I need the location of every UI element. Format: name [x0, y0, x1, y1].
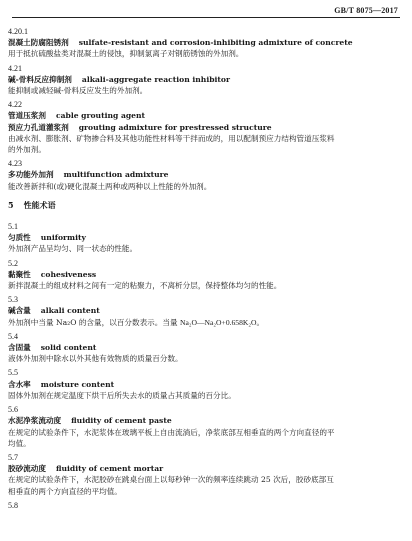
term-entry [8, 294, 402, 328]
term-line [8, 74, 402, 85]
clause-number: 5.6 [8, 405, 18, 415]
term-entry [8, 500, 402, 511]
term-line [8, 305, 402, 316]
clause-number: 4.23 [8, 159, 22, 169]
document-body [8, 26, 402, 514]
term-en: grouting admixture for prestressed structure [78, 122, 272, 132]
term-line [8, 342, 402, 353]
term-zh: 黏聚性 [8, 269, 31, 279]
definition: 外加剂产品呈均匀、同一状态的性能。 [8, 244, 138, 254]
term-en: alkali content [40, 306, 100, 316]
term-en: moisture content [40, 379, 115, 389]
term-zh: 水泥净浆流动度 [8, 416, 62, 426]
term-entry [8, 63, 402, 97]
clause-number: 4.21 [8, 63, 22, 73]
clause-number: 5.7 [8, 452, 18, 462]
term-zh: 管道压浆剂 [8, 111, 46, 121]
term-zh: 多功能外加剂 [8, 170, 54, 180]
definition-text: 外加剂中当量 Na₂O 的含量，以百分数表示。当量 [8, 317, 180, 327]
term-line [8, 110, 402, 121]
term-en: multifunction admixture [63, 170, 169, 180]
definition: 固体外加剂在规定温度下烘干后所失去水的质量占其质量的百分比。 [8, 390, 236, 400]
term-line [8, 269, 402, 280]
definition: 新拌混凝土的组成材料之间有一定的粘聚力，不离析分层，保持整体均匀的性能。 [8, 281, 282, 291]
term-line [8, 37, 402, 48]
term-entry [8, 221, 402, 255]
alkali-formula: Na₂O—Na₂O+0.658K₂O。 [179, 317, 265, 327]
term-en: sulfate-resistant and corrosion-inhibiting admixture of concrete [78, 38, 353, 48]
term-zh: 匀质性 [8, 233, 31, 243]
clause-number: 5.4 [8, 331, 18, 341]
definition: 的外加剂。 [8, 145, 46, 155]
term-line [8, 415, 402, 426]
section-title: 性能术语 [23, 199, 56, 210]
clause-number: 5.1 [8, 222, 18, 232]
term-zh: 混凝土防腐阻锈剂 [8, 38, 69, 48]
term-entry [8, 452, 402, 497]
term-zh: 含水率 [8, 379, 31, 389]
section-number: 5 [8, 199, 14, 210]
term-en: fluidity of cement paste [71, 416, 172, 426]
term-line [8, 463, 402, 474]
term-entry [8, 367, 402, 401]
clause-number: 4.22 [8, 100, 22, 110]
term-entry [8, 258, 402, 292]
term-en: cohesiveness [40, 269, 97, 279]
definition: 在规定的试验条件下，水泥浆体在玻璃平板上自由流淌后，净浆底部互相垂直的两个方向直径的平 [8, 427, 335, 437]
term-entry [8, 404, 402, 449]
definition: 液体外加剂中除水以外其他有效物质的质量百分数。 [8, 354, 183, 364]
clause-number: 5.3 [8, 295, 18, 305]
term-entry [8, 331, 402, 365]
clause-number: 5.2 [8, 258, 18, 268]
definition: 能抑制或减轻碱-骨料反应发生的外加剂。 [8, 86, 148, 96]
term-zh: 碱-骨料反应抑制剂 [8, 74, 72, 84]
standard-code: GB/T 8075—2017 [334, 6, 398, 15]
definition [8, 317, 402, 328]
clause-number: 5.5 [8, 368, 18, 378]
term-en: fluidity of cement mortar [55, 464, 164, 474]
term-en: solid content [40, 343, 97, 353]
section-heading [8, 200, 402, 211]
clause-number: 4.20.1 [8, 27, 28, 36]
term-line [8, 232, 402, 243]
header-rule [12, 17, 400, 18]
term-line-alt [8, 122, 402, 133]
definition: 能改善新拌和(或)硬化混凝土两种或两种以上性能的外加剂。 [8, 181, 212, 191]
term-entry [8, 99, 402, 155]
definition: 均值。 [8, 438, 31, 448]
clause-number: 5.8 [8, 500, 18, 510]
term-line [8, 379, 402, 390]
term-zh: 含固量 [8, 343, 31, 353]
definition: 在规定的试验条件下，水泥胶砂在跳桌台面上以每秒钟一次的频率连续跳动 25 次后，胶砂底部互 [8, 475, 334, 485]
term-en: uniformity [40, 233, 86, 243]
definition: 用于抵抗硫酸盐类对混凝土的侵蚀，抑制氯离子对钢筋锈蚀的外加剂。 [8, 49, 244, 59]
term-zh: 胶砂流动度 [8, 464, 46, 474]
term-entry [8, 158, 402, 192]
definition: 由减水剂、膨胀剂、矿物掺合料及其他功能性材料等干拌而成的，用以配制预应力结构管道压浆料 [8, 133, 335, 143]
term-zh: 碱含量 [8, 306, 31, 316]
term-en: alkali-aggregate reaction inhibitor [81, 74, 230, 84]
term-en: cable grouting agent [55, 111, 146, 121]
term-line [8, 169, 402, 180]
term-zh: 预应力孔道灌浆剂 [8, 122, 69, 132]
definition: 相垂直的两个方向直径的平均值。 [8, 486, 122, 496]
term-entry [8, 26, 402, 60]
